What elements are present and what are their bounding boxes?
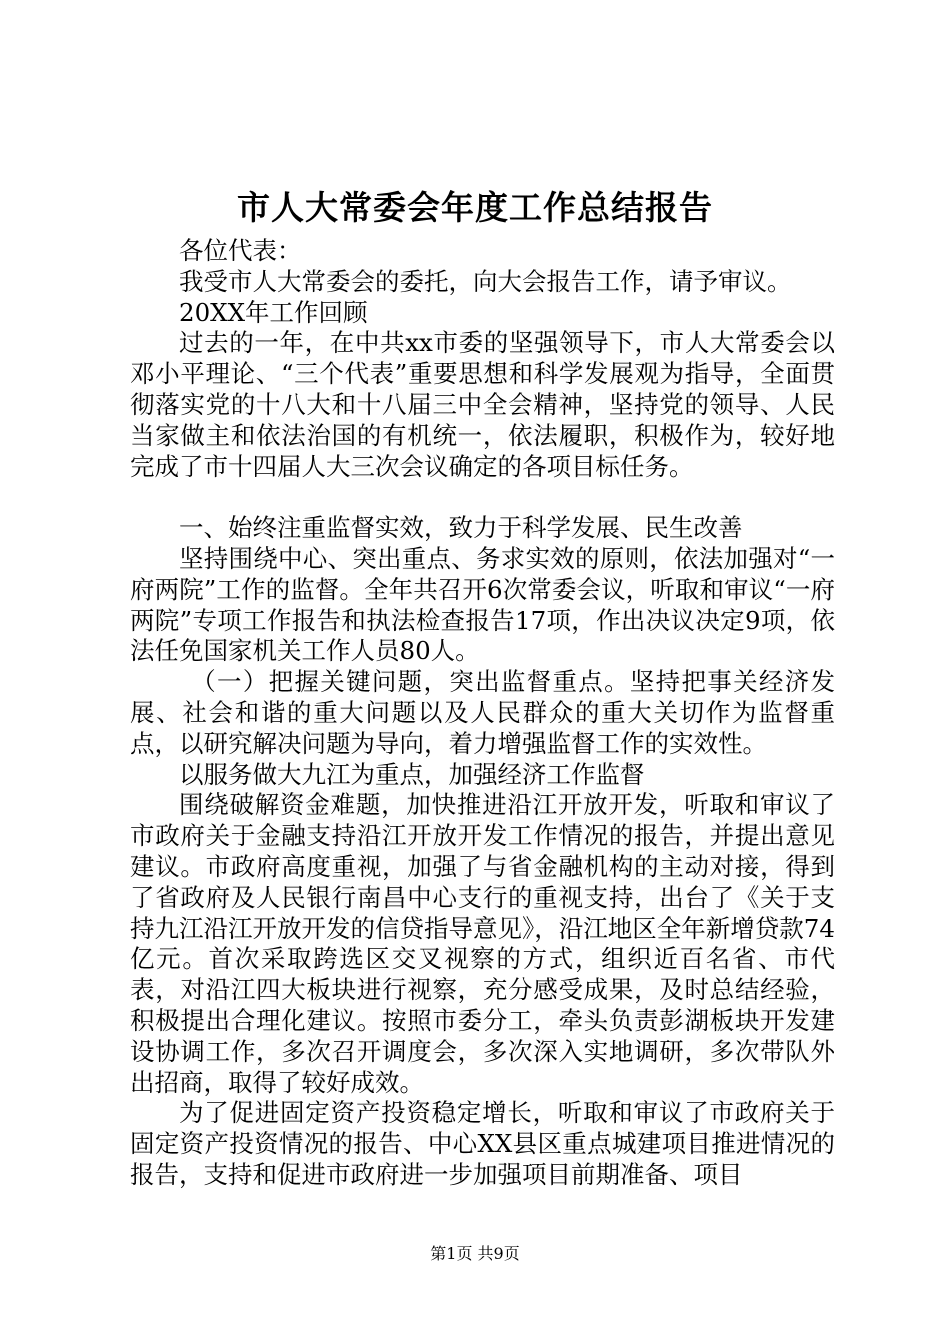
paragraph-overview: 过去的一年，在中共xx市委的坚强领导下，市人大常委会以邓小平理论、“三个代表”重要思想和科学发展观为指导，全面贯彻落实党的十八大和十八届三中全会精神，坚持党的领导、人民当家做主和依法治国的有机统一，依法履职，积极作为，较好地完成了市十四届人大三次会议确定的各项目标任务。: [130, 328, 835, 481]
section-heading-1: 一、始终注重监督实效，致力于科学发展、民生改善: [179, 513, 743, 543]
document-title: 市人大常委会年度工作总结报告: [237, 188, 713, 227]
salutation: 各位代表：: [179, 236, 302, 265]
page-footer: 第1页 共9页: [430, 1244, 520, 1263]
subsection-heading-1: （一）把握关键问题，突出监督重点。坚持把事关经济发展、社会和谐的重大问题以及人民群众的重大关切作为监督重点，以研究解决问题为导向，着力增强监督工作的实效性。: [130, 667, 835, 758]
document-body: [130, 236, 835, 1191]
paragraph-investment: 为了促进固定资产投资稳定增长，听取和审议了市政府关于固定资产投资情况的报告、中心XX县区重点城建项目推进情况的报告，支持和促进市政府进一步加强项目前期准备、项目: [130, 1098, 835, 1189]
section-heading-review: 20XX年工作回顾: [179, 297, 368, 327]
opening-paragraph: 我受市人大常委会的委托，向大会报告工作，请予审议。: [179, 266, 792, 296]
paragraph-finance: 围绕破解资金难题，加快推进沿江开放开发，听取和审议了市政府关于金融支持沿江开放开发工作情况的报告，并提出意见建议。市政府高度重视，加强了与省金融机构的主动对接，得到了省政府及人民银行南昌中心支行的重视支持，出台了《关于支持九江沿江开放开发的信贷指导意见》，沿江地区全年新增贷款74亿元。首次采取跨选区交叉视察的方式，组织近百名省、市代表，对沿江四大板块进行视察，充分感受成果，及时总结经验，积极提出合理化建议。按照市委分工，牵头负责彭湖板块开发建设协调工作，多次召开调度会，多次深入实地调研，多次带队外出招商，取得了较好成效。: [130, 790, 835, 1097]
subheading-economy: 以服务做大九江为重点，加强经济工作监督: [179, 759, 645, 789]
paragraph-supervision: 坚持围绕中心、突出重点、务求实效的原则，依法加强对“一府两院”工作的监督。全年共召开6次常委会议，听取和审议“一府两院”专项工作报告和执法检查报告17项，作出决议决定9项，依法任免国家机关工作人员80人。: [130, 543, 835, 666]
